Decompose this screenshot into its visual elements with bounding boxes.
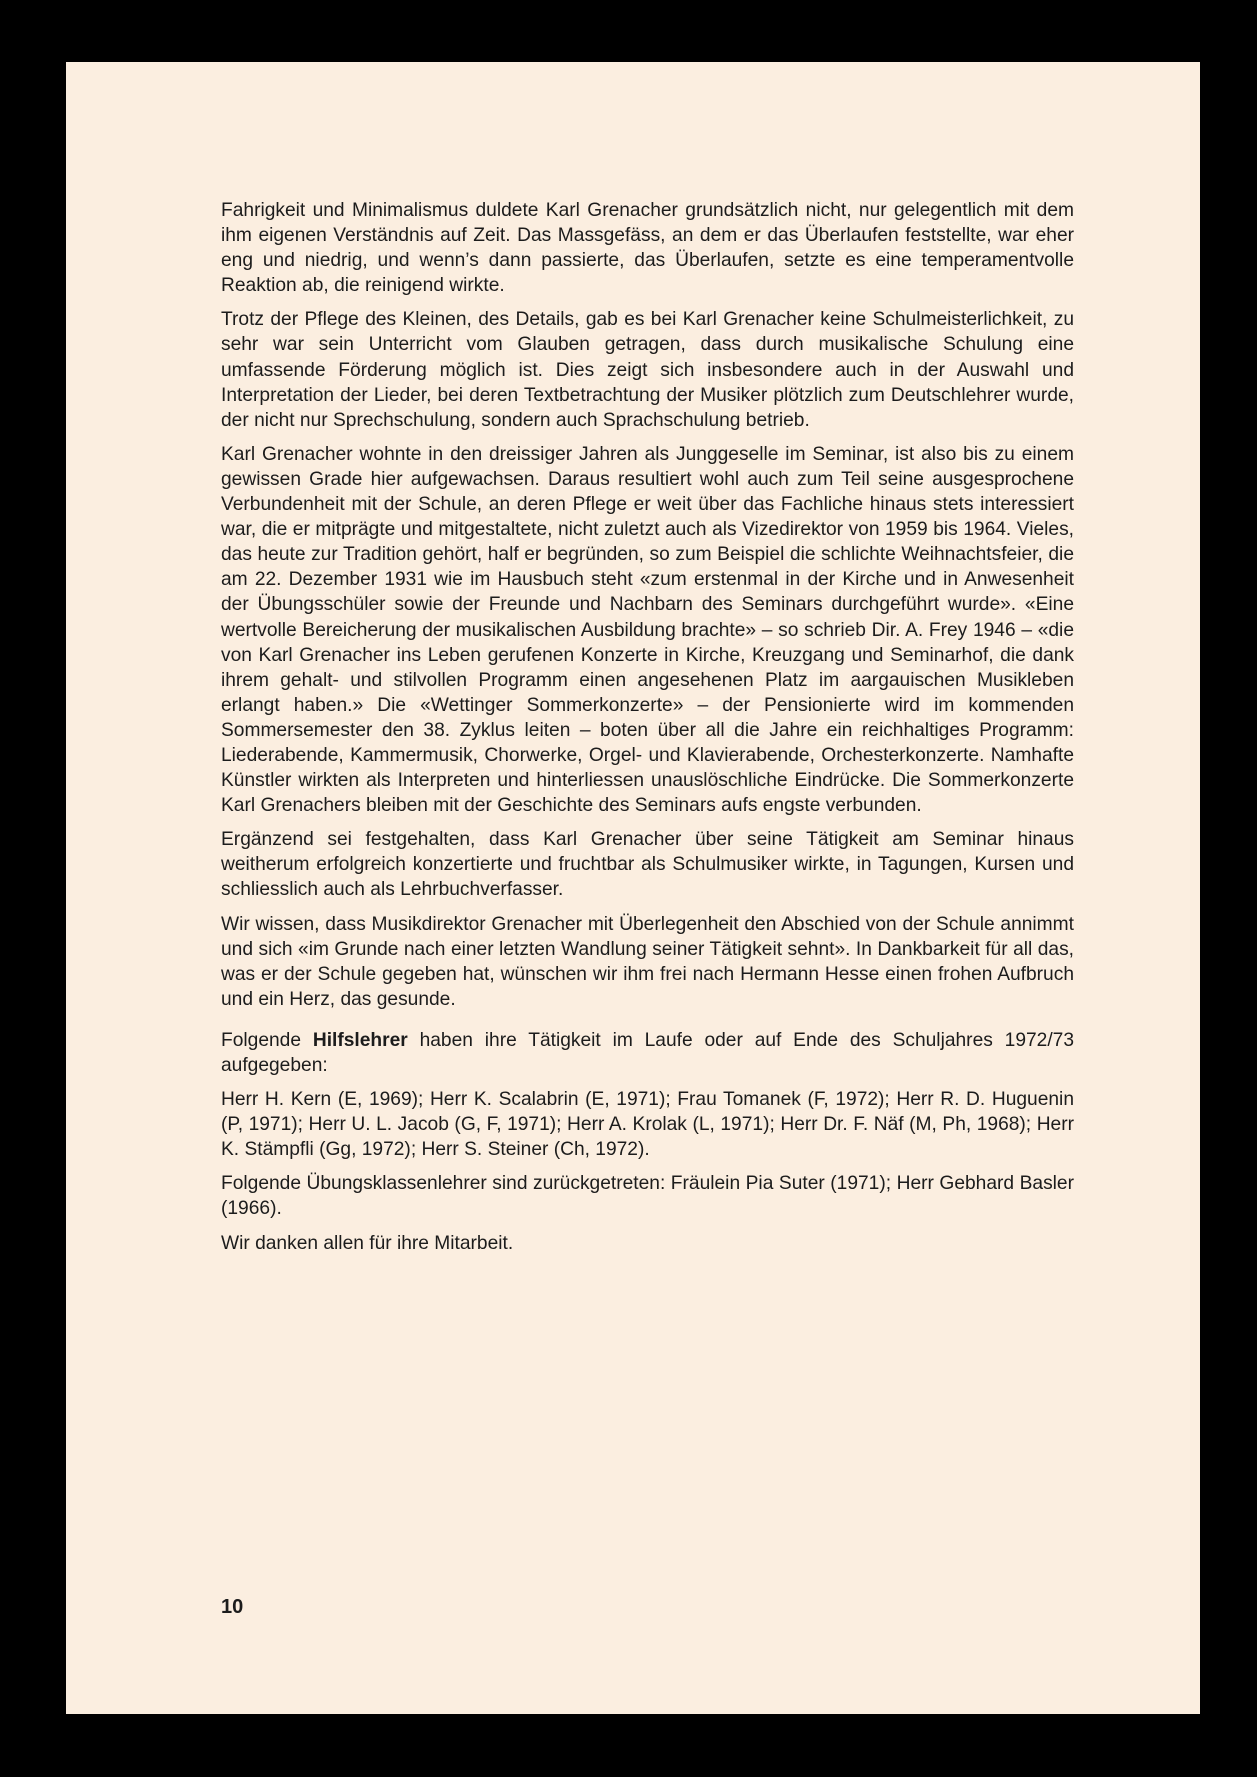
thanks-line: Wir danken allen für ihre Mitarbeit. (221, 1232, 514, 1254)
paragraph-3: Karl Grenacher wohnte in den dreissiger Jahren als Junggeselle im Seminar, ist also bis zu einem gewissen Grade hier aufgewachsen. Daraus resultiert wohl auch zum Teil seine ausgesprochene Verbundenheit mit der Schule, an deren Pflege er weit über das Fachliche hinaus stets interessiert war, die er mitprägte und mitgestaltete, nicht zuletzt auch als Vizedirektor von 1959 bis 1964. Vieles, das heute zur Tradition gehört, half er begründen, so zum Beispiel die schlichte Weihnachtsfeier, die am 22. Dezember 1931 wie im Hausbuch steht «zum erstenmal in der Kirche und in Anwesenheit der Übungsschüler sowie der Freunde und Nachbarn des Seminars durchgeführt wurde». «Eine wertvolle Bereicherung der musikalischen Ausbildung brachte» – so schrieb Dir. A. Frey 1946 – «die von Karl Grenacher ins Leben gerufenen Konzerte in Kirche, Kreuzgang und Seminarhof, die dank ihrem gehalt- und stilvollen Programm einen angesehenen Platz im aargauischen Musikleben erlangt haben.» Die «Wettinger Sommerkonzerte» – der Pensionierte wird im kommenden Sommersemester den 38. Zyklus leiten – boten über all die Jahre ein reichhaltiges Programm: Liederabende, Kammermusik, Chorwerke, Orgel- und Klavierabende, Orchesterkonzerte. Namhafte Künstler wirkten als Interpreten und hinterliessen unauslöschliche Eindrücke. Die Sommerkonzerte Karl Grenachers bleiben mit der Geschichte des Seminars aufs engste verbunden. (221, 443, 1074, 817)
paragraph-2: Trotz der Pflege des Kleinen, des Details, gab es bei Karl Grenacher keine Schulmeisterlichkeit, zu sehr war sein Unterricht vom Glauben getragen, dass durch musikalische Schulung eine umfassende Förderung möglich ist. Dies zeigt sich insbesondere auch in der Auswahl und Interpretation der Lieder, bei deren Textbetrachtung der Musiker plötzlich zum Deutschlehrer wurde, der nicht nur Sprechschulung, sondern auch Sprachschulung betrieb. (221, 309, 1074, 431)
staff-intro (221, 1028, 1074, 1078)
teachers-retired: Folgende Übungsklassenlehrer sind zurückgetreten: Fräulein Pia Suter (1971); Herr Gebhard Basler (1966). (221, 1173, 1074, 1220)
paragraph-1: Fahrigkeit und Minimalismus duldete Karl Grenacher grundsätzlich nicht, nur gelegentlich mit dem ihm eigenen Verständnis auf Zeit. Das Massgefäss, an dem er das Überlaufen feststellte, war eher eng und niedrig, und wenn’s dann passierte, das Überlaufen, setzte es eine temperamentvolle Reaktion ab, die reinigend wirkte. (221, 200, 1074, 297)
paragraph-5: Wir wissen, dass Musikdirektor Grenacher mit Überlegenheit den Abschied von der Schule annimmt und sich «im Grunde nach einer letzten Wandlung seiner Tätigkeit sehnt». In Dankbarkeit für all das, was er der Schule gegeben hat, wünschen wir ihm frei nach Hermann Hesse einen frohen Aufbruch und ein Herz, das gesunde. (221, 913, 1074, 1010)
page-number: 10 (221, 1596, 244, 1618)
staff-list: Herr H. Kern (E, 1969); Herr K. Scalabrin (E, 1971); Frau Tomanek (F, 1972); Herr R. D. Huguenin (P, 1971); Herr U. L. Jacob (G, F, 1971); Herr A. Krolak (L, 1971); Herr Dr. F. Näf (M, Ph, 1968); Herr K. Stämpfli (Gg, 1972); Herr S. Steiner (Ch, 1972). (221, 1089, 1074, 1161)
page-body (221, 198, 1074, 1265)
staff-intro-after: haben ihre Tätigkeit im Laufe oder auf Ende des Schuljahres 1972/73 aufgegeben: (221, 1029, 1075, 1076)
staff-intro-before: Folgende (221, 1029, 313, 1051)
paragraph-4: Ergänzend sei festgehalten, dass Karl Grenacher über seine Tätigkeit am Seminar hinaus weitherum erfolgreich konzertierte und fruchtbar als Schulmusiker wirkte, in Tagungen, Kursen und schliesslich auch als Lehrbuchverfasser. (221, 829, 1074, 901)
staff-intro-bold: Hilfslehrer (312, 1029, 408, 1051)
